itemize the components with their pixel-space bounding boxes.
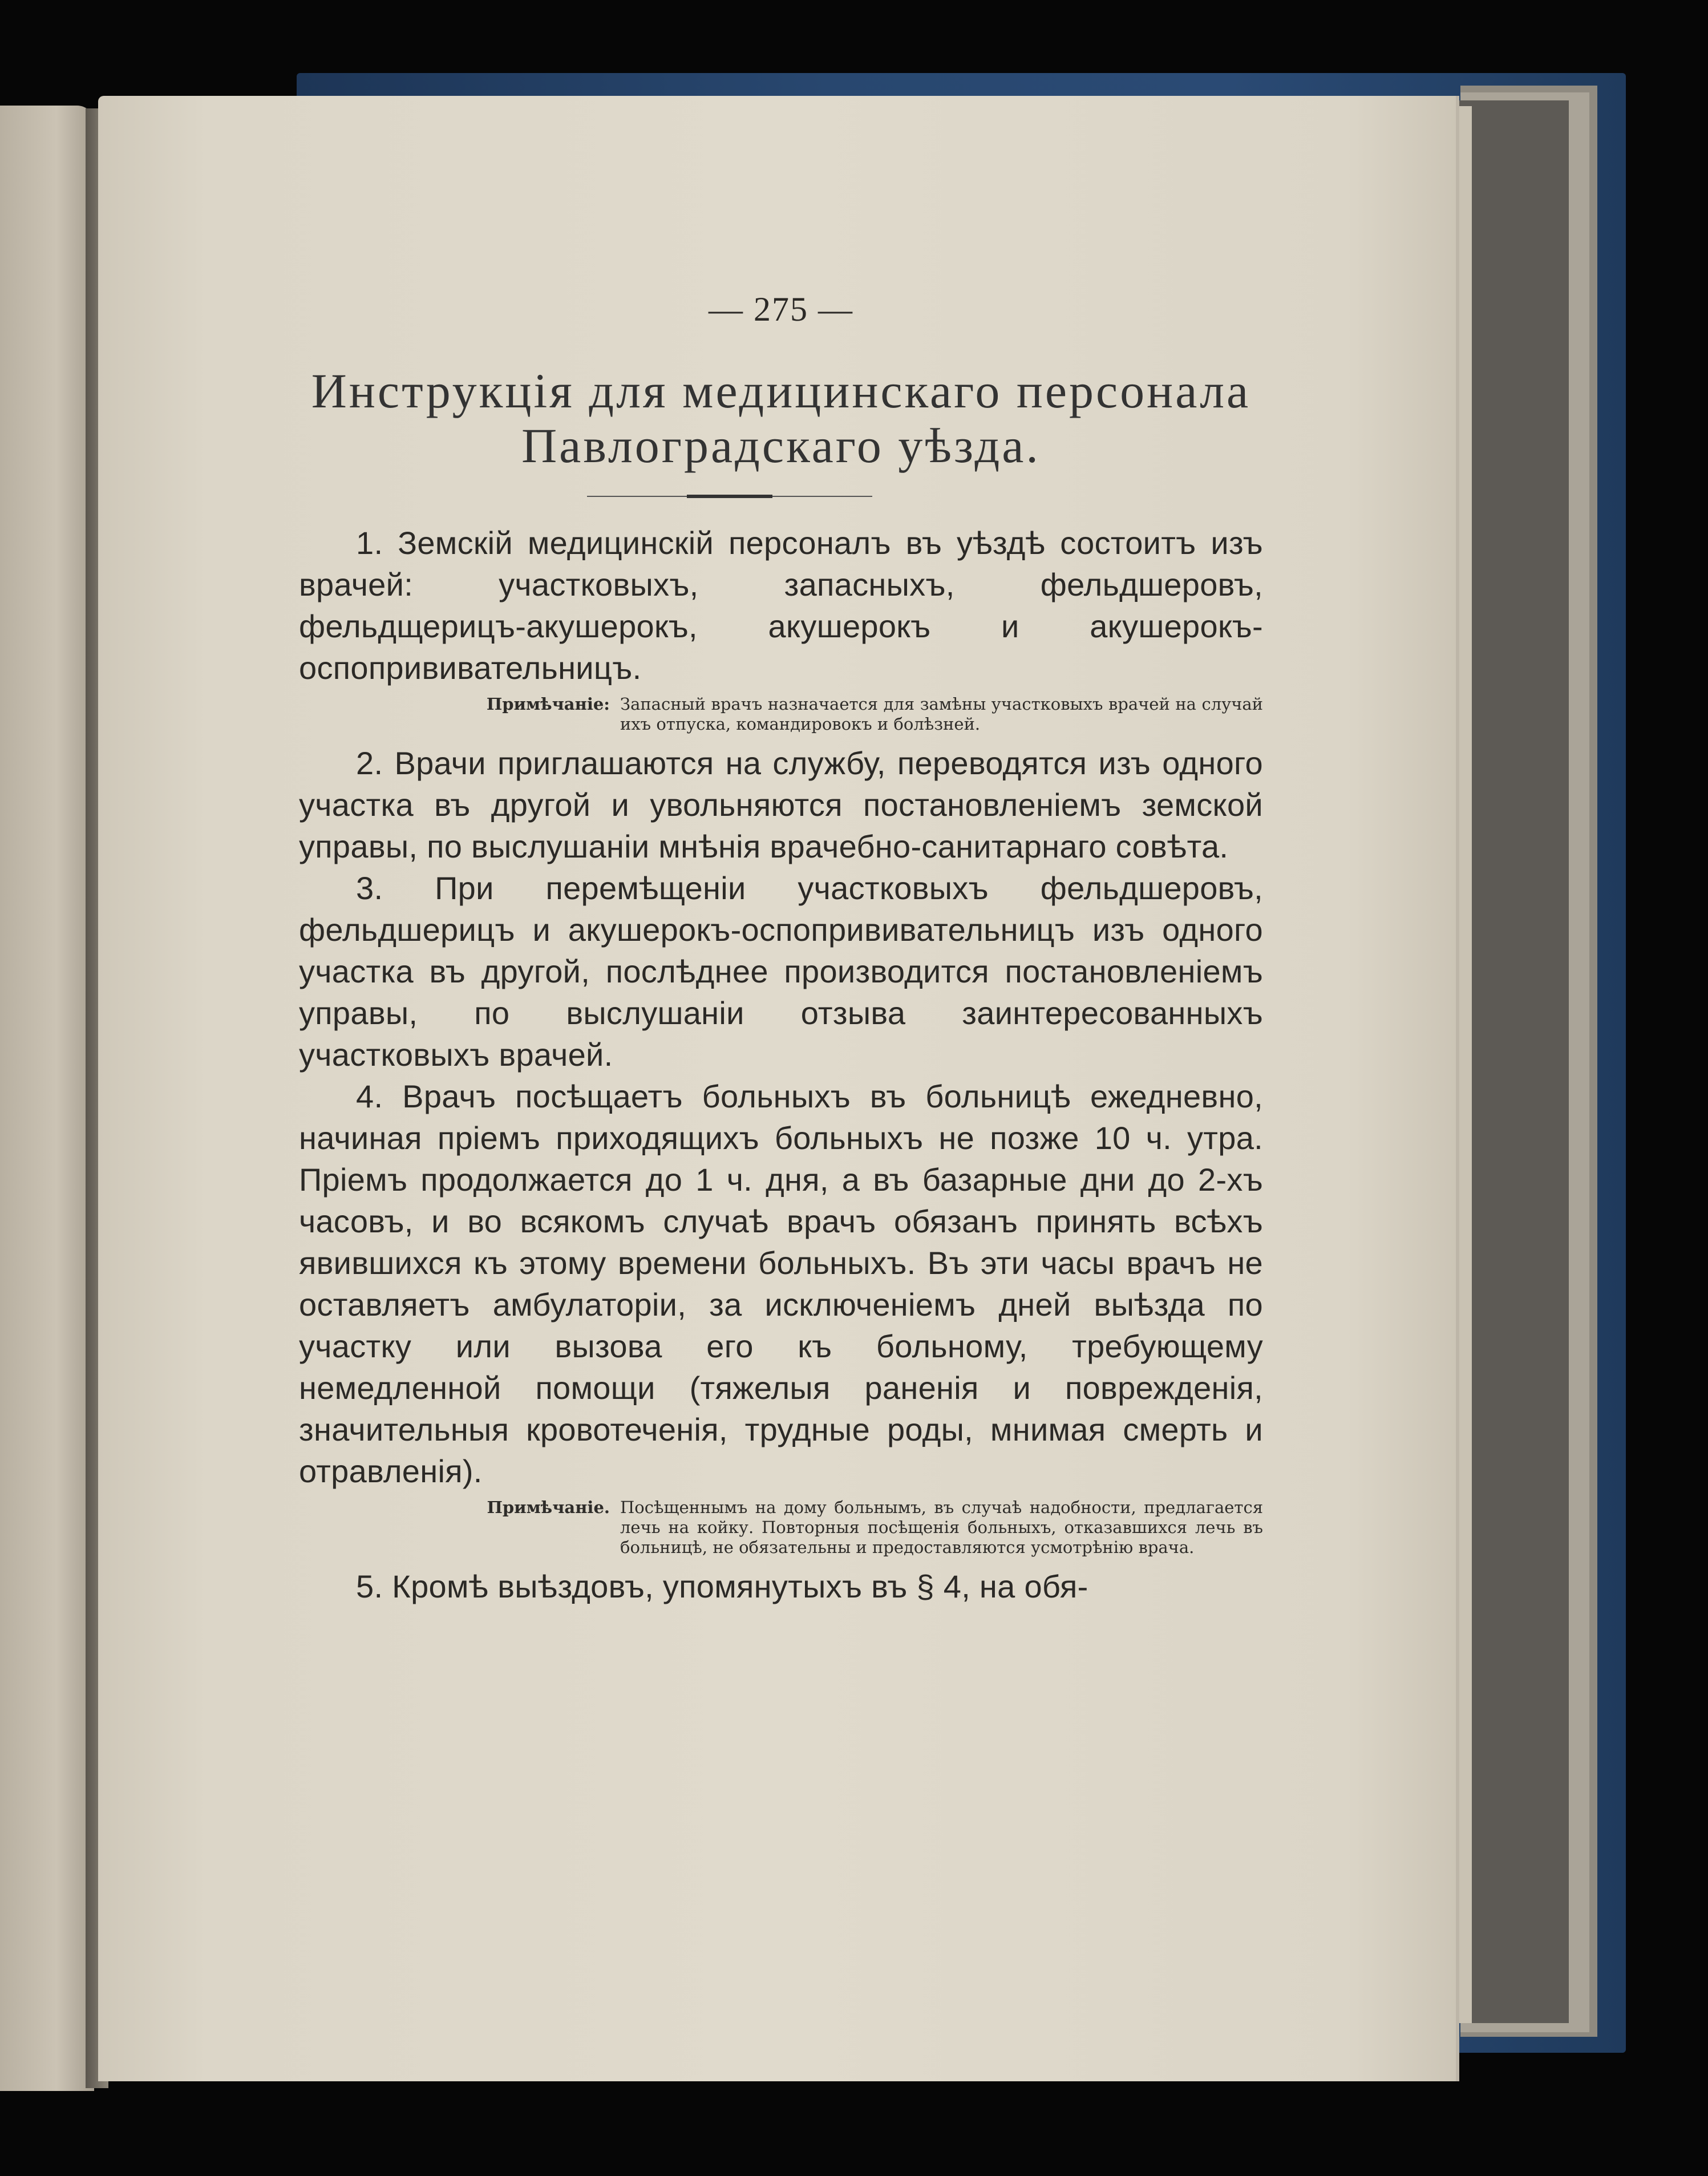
section-2: 2. Врачи приглашаются на службу, переводятся изъ одного участка въ другой и увольняются постановленіемъ земской управы, по выслушаніи мнѣнія врачебно-санитарнаго совѣта. — [299, 745, 1263, 864]
section-4: 4. Врачъ посѣщаетъ больныхъ въ больницѣ ежедневно, начиная пріемъ приходящихъ больныхъ не позже 10 ч. утра. Пріемъ продолжается до 1 ч. дня, а въ базарные дни до 2-хъ часовъ, и во всякомъ случаѣ врачъ обязанъ принять всѣхъ явившихся къ этому времени больныхъ. Въ эти часы врачъ не оставляетъ амбулаторіи, за исключеніемъ дней выѣзда по участку или вызова его къ больному, требующему немедленной помощи (тяжелыя раненія и поврежденія, значительныя кровотеченія, трудные роды, мнимая смерть и отравленія). — [299, 1078, 1263, 1489]
section-1: 1. Земскій медицинскій персоналъ въ уѣздѣ состоитъ изъ врачей: участковыхъ, запасныхъ, фельдшеровъ, фельдщерицъ-акушерокъ, акушерокъ и акушерокъ-оспопрививательницъ. — [299, 525, 1263, 686]
document-title — [299, 363, 1263, 473]
note-text: Запасный врачъ назначается для замѣны участковыхъ врачей на случай ихъ отпуска, командировокъ и болѣзней. — [620, 694, 1263, 734]
page-content — [299, 290, 1263, 1607]
section-3: 3. При перемѣщеніи участковыхъ фельдшеровъ, фельдшерицъ и акушерокъ-оспопрививательницъ изъ одного участка въ другой, послѣднее производится постановленіемъ управы, по выслушаніи отзыва заинтересованныхъ участковыхъ врачей. — [299, 870, 1263, 1073]
title-line-1: Инструкція для медицинскаго персонала — [311, 363, 1251, 418]
title-divider — [299, 495, 1263, 498]
note-1 — [299, 694, 1263, 734]
section-5: 5. Кромѣ выѣздовъ, упомянутыхъ въ § 4, на обя- — [356, 1568, 1088, 1604]
page-number: — 275 — — [709, 290, 853, 328]
note-text: Посѣщеннымъ на дому больнымъ, въ случаѣ надобности, предлагается лечь на койку. Повторныя посѣщенія больныхъ, отказавшихся лечь въ больницѣ, не обязательны и предоставляются усмотрѣнію врача. — [620, 1498, 1263, 1557]
title-line-2: Павлоградскаго уѣзда. — [521, 418, 1041, 473]
note-4 — [299, 1498, 1263, 1558]
note-label: Примѣчаніе. — [487, 1498, 610, 1517]
left-facing-page — [0, 106, 94, 2091]
page — [98, 96, 1456, 2081]
note-label: Примѣчаніе: — [486, 694, 610, 714]
page-edges — [1455, 106, 1472, 2023]
page-edges — [1458, 100, 1569, 2023]
divider-thick — [687, 495, 772, 498]
